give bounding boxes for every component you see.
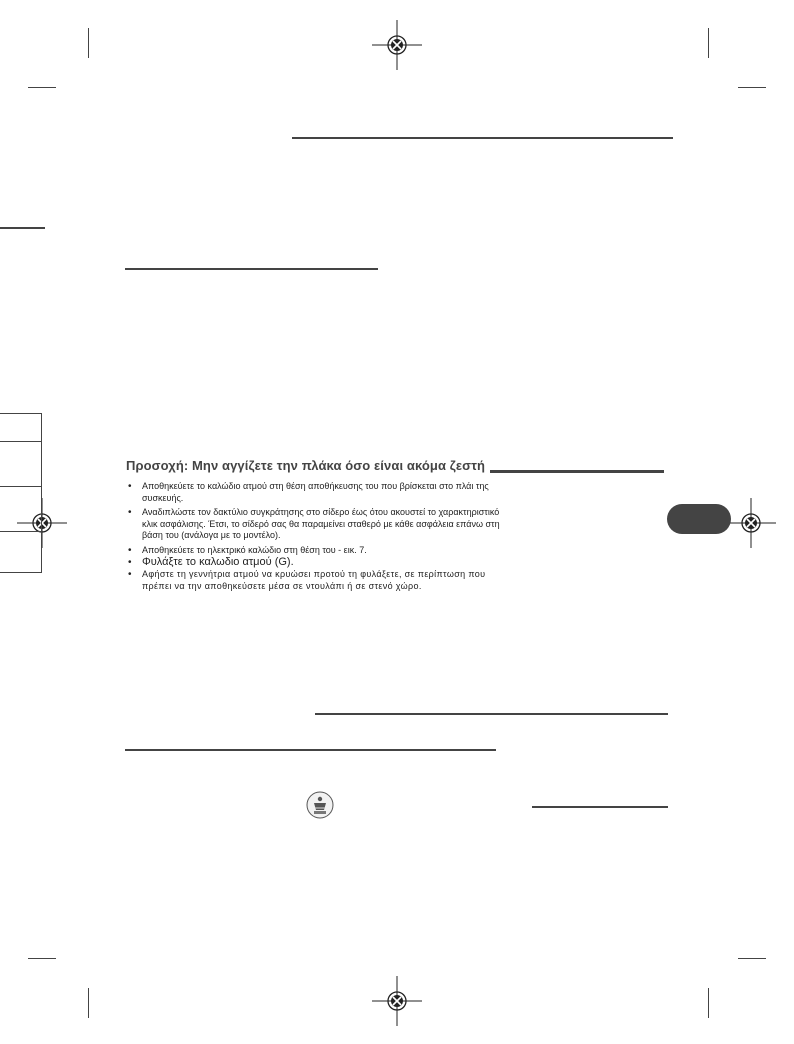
tab-divider — [0, 441, 42, 442]
section-rule — [315, 713, 668, 715]
recycling-logo-icon — [306, 791, 334, 819]
section-rule — [532, 806, 668, 808]
crosshair-circle-icon — [726, 498, 776, 548]
list-item: • Αφήστε τη γεννήτρια ατμού να κρυώσει προτού τη φυλάξετε, σε περίπτωση που πρέπει να την αποθηκεύσετε μέσα σε ντουλάπι ή σε στενό χώρο. — [128, 569, 508, 592]
tab-divider — [0, 531, 42, 532]
list-item: • Αναδιπλώστε τον δακτύλιο συγκράτησης στο σίδερο έως ότου ακουστεί το χαρακτηριστικό κλικ ασφάλισης. Έτσι, το σίδερό σας θα παραμείνει σταθερό με κάθε ασφάλεια επάνω στη βάση του (ανάλογα με το μοντέλο). — [128, 507, 508, 542]
crop-mark — [708, 988, 709, 1018]
crop-mark — [88, 988, 89, 1018]
left-margin-rule — [0, 227, 45, 229]
section-rule — [490, 470, 664, 473]
list-item: • Αποθηκεύετε το καλώδιο ατμού στη θέση αποθήκευσης του που βρίσκεται στο πλάι της συσκευής. — [128, 481, 508, 504]
section-rule — [292, 137, 673, 139]
crop-mark — [708, 28, 709, 58]
tab-divider — [0, 486, 42, 487]
crop-mark — [28, 958, 56, 959]
caution-heading: Προσοχή: Μην αγγίζετε την πλάκα όσο είναι ακόμα ζεστή — [126, 458, 486, 473]
section-tab-frame — [0, 413, 42, 573]
list-item: • Αποθηκεύετε το ηλεκτρικό καλώδιο στη θέση του - εικ. 7. — [128, 545, 508, 557]
crop-mark — [738, 958, 766, 959]
section-rule — [125, 749, 496, 751]
crop-mark — [88, 28, 89, 58]
section-rule — [125, 268, 378, 270]
crop-mark — [28, 87, 56, 88]
list-item: • Φυλάξτε το καλωδιο ατμού (G). — [128, 556, 508, 569]
crop-mark — [738, 87, 766, 88]
crosshair-circle-icon — [372, 976, 422, 1026]
crosshair-circle-icon — [372, 20, 422, 70]
language-tab — [667, 504, 731, 534]
storage-instructions — [128, 481, 508, 592]
